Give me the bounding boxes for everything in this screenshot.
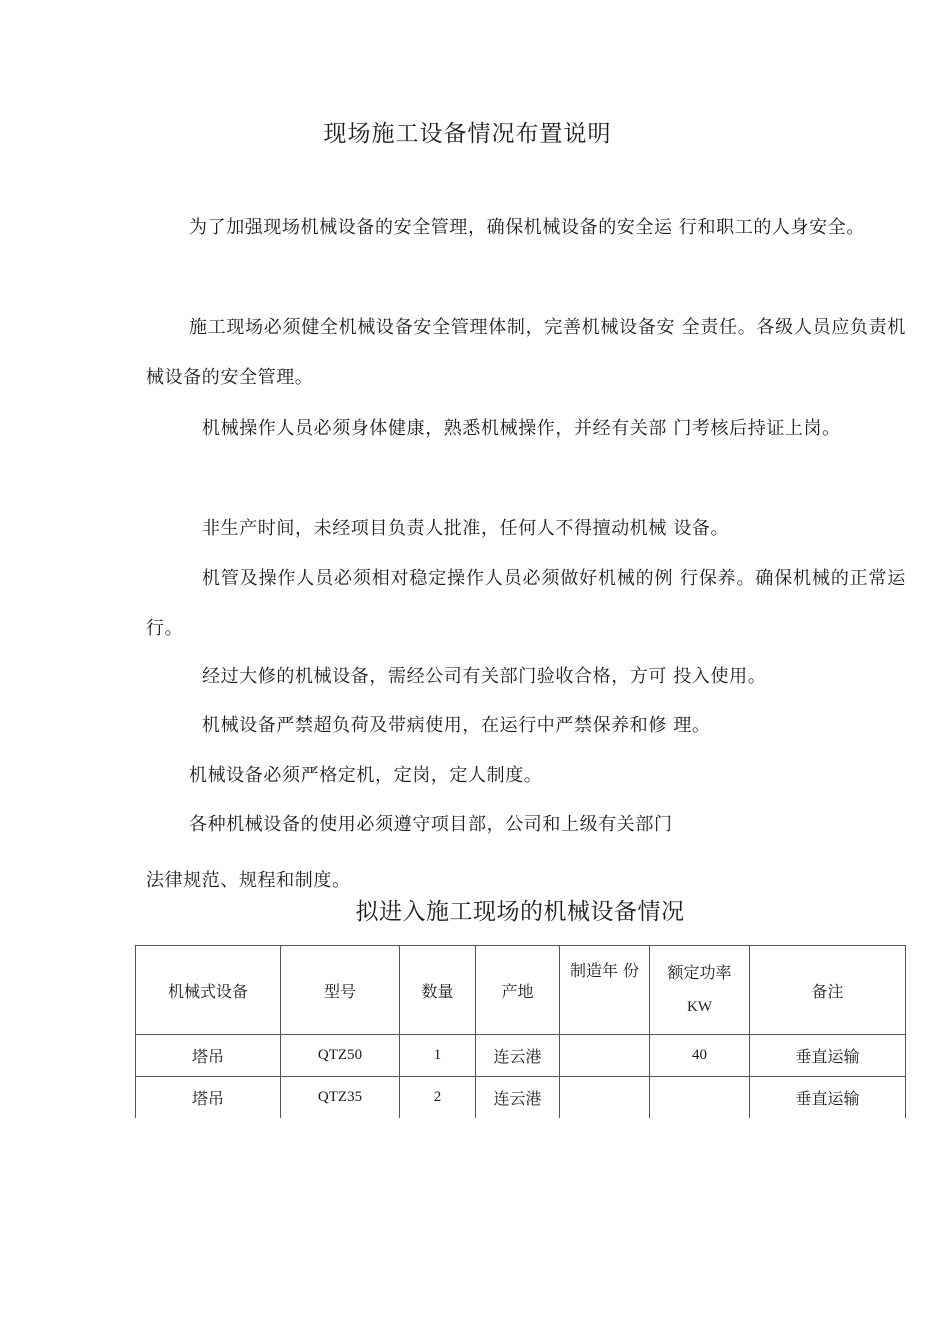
paragraph-8: 机械设备必须严格定机，定岗，定人制度。 (189, 765, 543, 786)
header-model: 型号 (281, 946, 400, 1035)
equipment-table (135, 945, 906, 1118)
paragraph-2: 施工现场必须健全机械设备安全管理体制，完善机械设备安 全责任。各级人员应负责机械设备的安全管理。 (146, 317, 906, 388)
header-power (650, 946, 750, 1035)
header-power-label: 额定功率 (667, 963, 732, 982)
table-row (136, 1035, 906, 1077)
cell-model: QTZ50 (281, 1035, 400, 1077)
paragraph-1: 为了加强现场机械设备的安全管理，确保机械设备的安全运 行和职工的人身安全。 (189, 217, 865, 238)
table-row (136, 1077, 906, 1119)
cell-origin: 连云港 (476, 1077, 560, 1119)
cell-equipment: 塔吊 (136, 1035, 281, 1077)
cell-power: 40 (650, 1035, 750, 1077)
paragraph-4: 非生产时间，未经项目负责人批准，任何人不得擅动机械 设备。 (202, 518, 730, 539)
header-equipment: 机械式设备 (136, 946, 281, 1035)
table-header-row (136, 946, 906, 1035)
header-year: 制造年 份 (560, 946, 650, 1035)
paragraph-6: 经过大修的机械设备，需经公司有关部门验收合格，方可 投入使用。 (202, 666, 767, 687)
header-power-unit: KW (687, 999, 712, 1015)
cell-quantity: 2 (400, 1077, 476, 1119)
paragraph-7: 机械设备严禁超负荷及带病使用，在运行中严禁保养和修 理。 (202, 715, 711, 736)
paragraph-10: 法律规范、规程和制度。 (146, 870, 351, 891)
cell-remark: 垂直运输 (750, 1077, 906, 1119)
header-origin: 产地 (476, 946, 560, 1035)
cell-year (560, 1077, 650, 1119)
cell-remark: 垂直运输 (750, 1035, 906, 1077)
document-title: 现场施工设备情况布置说明 (323, 121, 612, 147)
cell-equipment: 塔吊 (136, 1077, 281, 1119)
cell-quantity: 1 (400, 1035, 476, 1077)
cell-model: QTZ35 (281, 1077, 400, 1119)
cell-power (650, 1077, 750, 1119)
header-remark: 备注 (750, 946, 906, 1035)
paragraph-9: 各种机械设备的使用必须遵守项目部，公司和上级有关部门 (189, 814, 673, 835)
paragraph-5: 机管及操作人员必须相对稳定操作人员必须做好机械的例 行保养。确保机械的正常运行。 (146, 568, 906, 639)
cell-year (560, 1035, 650, 1077)
table-title: 拟进入施工现场的机械设备情况 (355, 899, 685, 925)
cell-origin: 连云港 (476, 1035, 560, 1077)
paragraph-3: 机械操作人员必须身体健康，熟悉机械操作，并经有关部 门考核后持证上岗。 (202, 418, 841, 439)
header-quantity: 数量 (400, 946, 476, 1035)
